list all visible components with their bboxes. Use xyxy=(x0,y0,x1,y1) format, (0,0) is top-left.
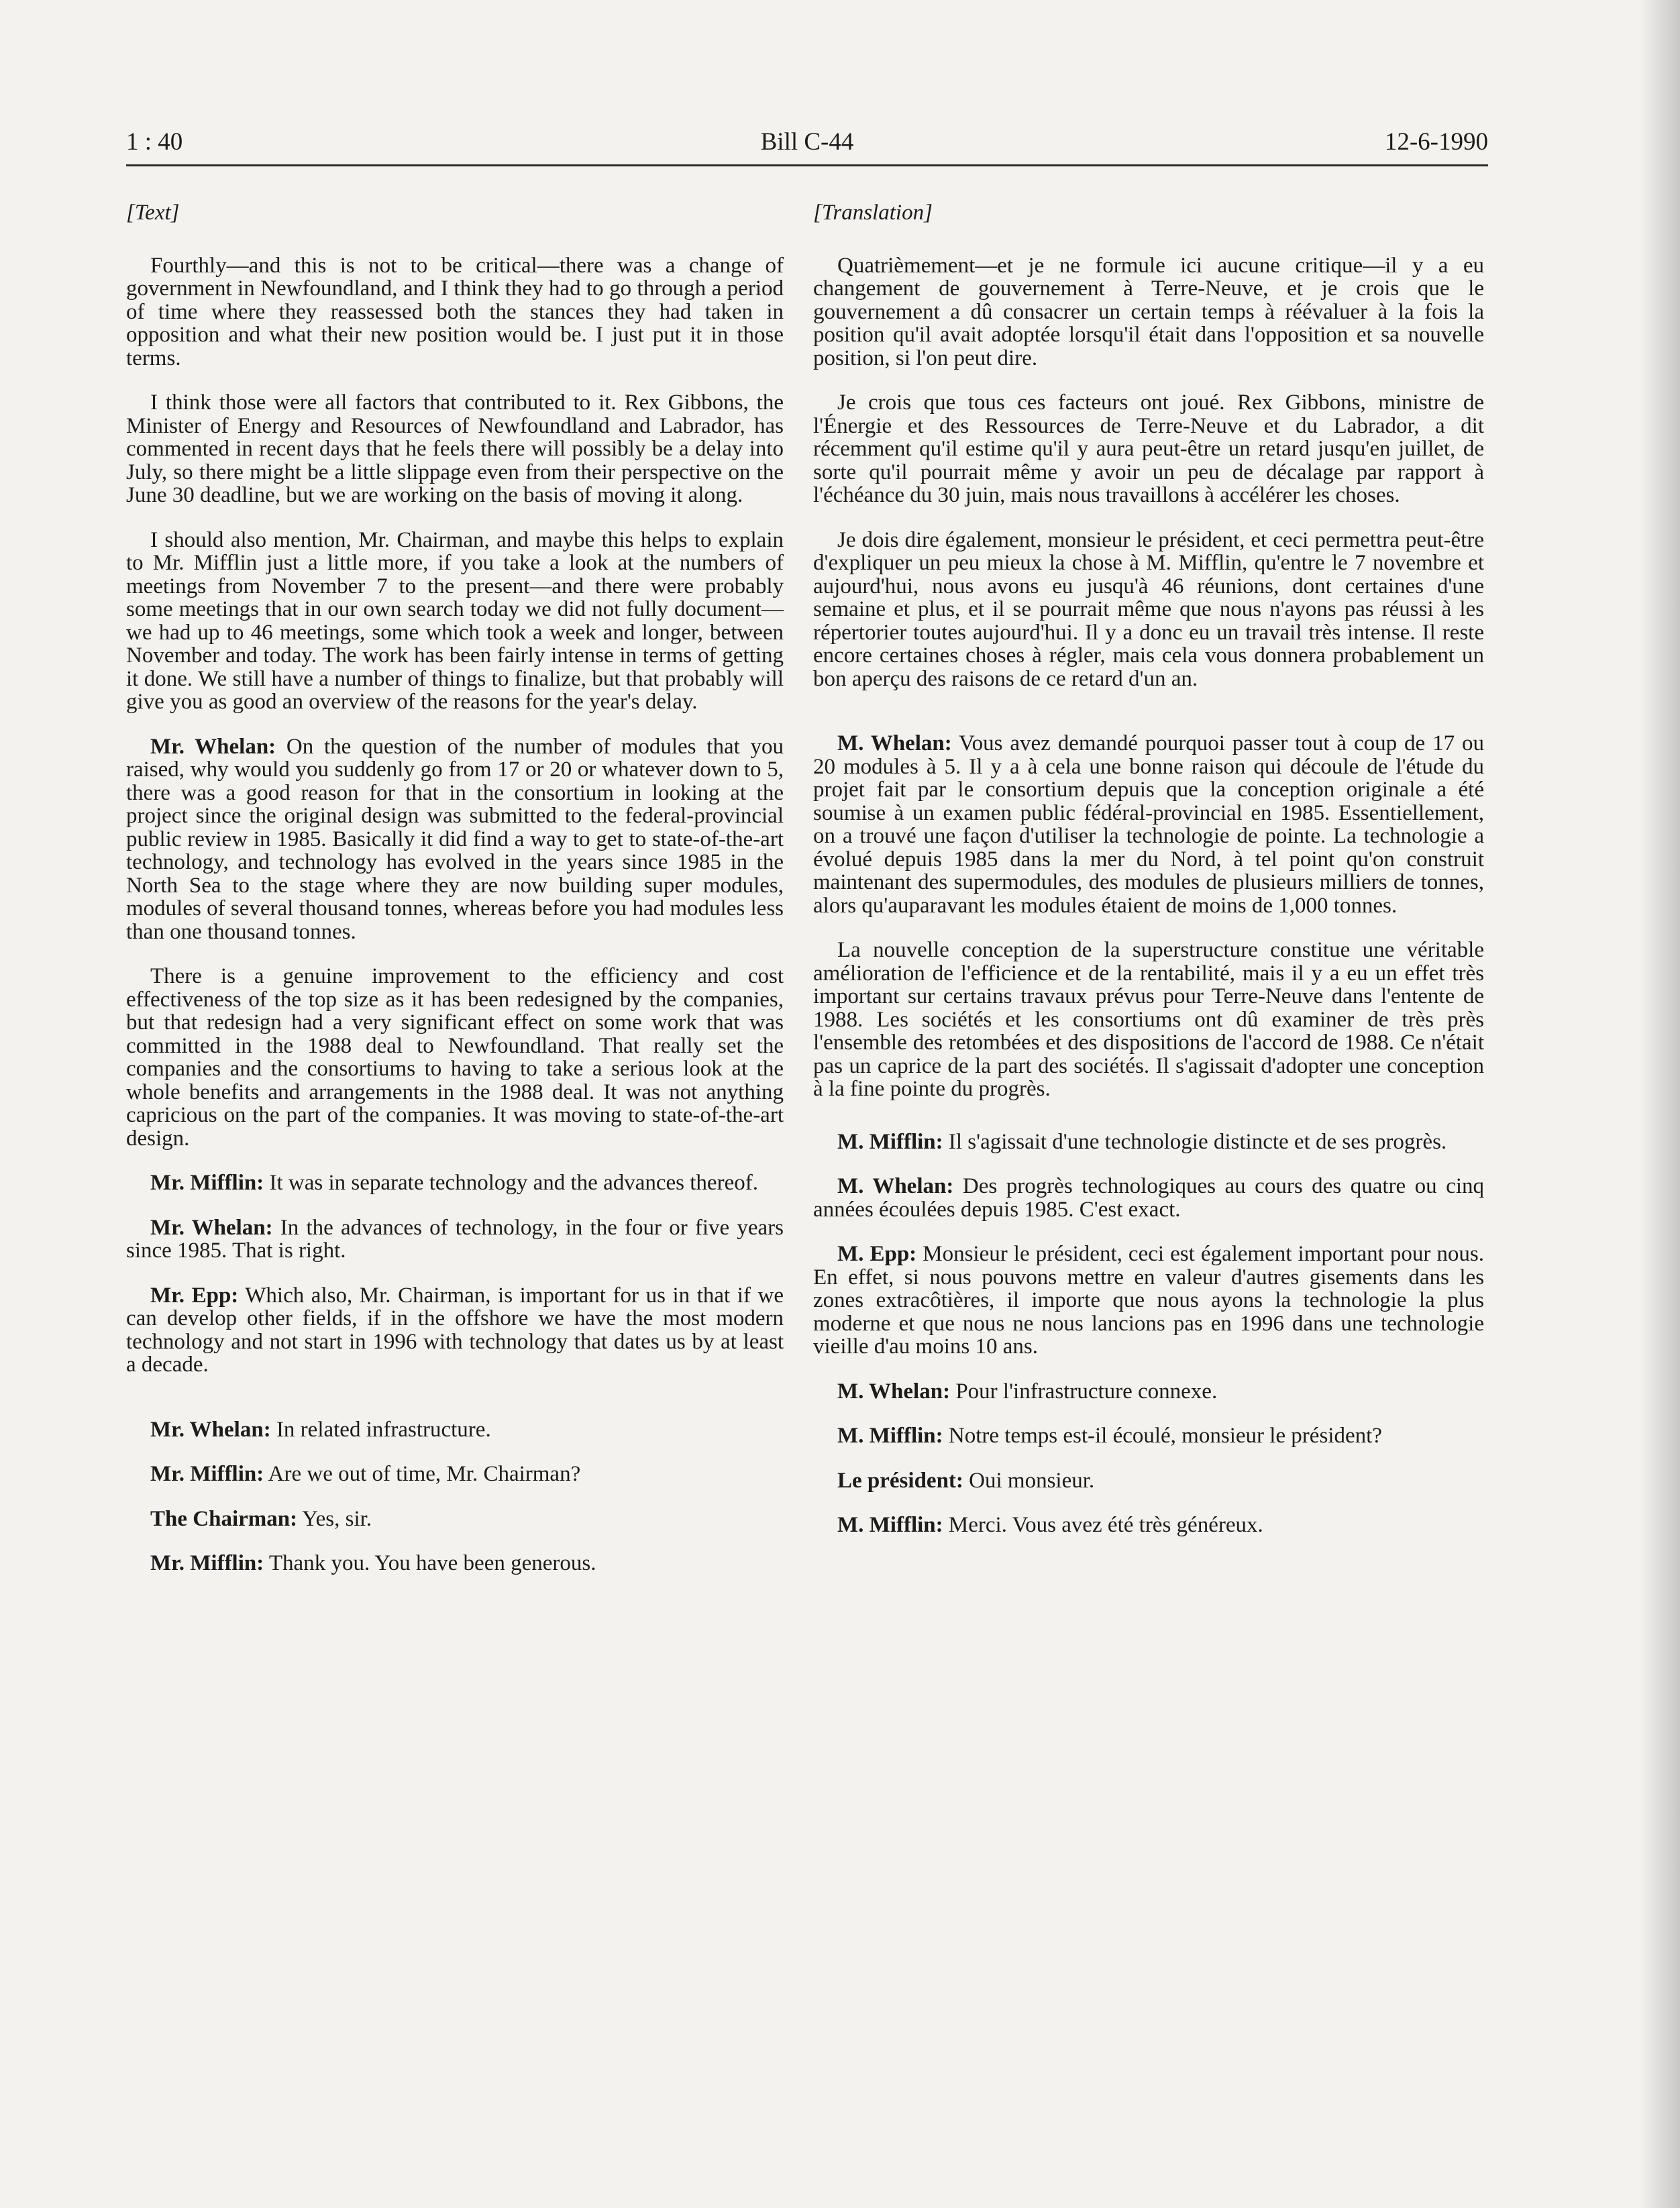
paragraph-text: In the advances of technology, in the four or five years since 1985. That is right. xyxy=(126,1215,784,1263)
paragraph-text: Notre temps est-il écoulé, monsieur le président? xyxy=(943,1424,1382,1448)
paragraph xyxy=(126,1171,784,1195)
paragraph xyxy=(126,1284,784,1377)
paragraph-text: La nouvelle conception de la superstructure constitue une véritable amélioration de l'efficience et de la rentabilité, mais il y a eu un effet très important sur certains travaux prévus pour Terre-Neuve dans l'entente de 1988. Les sociétés et les consortiums ont dû examiner de très près l'ensemble des retombées et des dispositions de l'accord de 1988. Ce n'était pas un caprice de la part des sociétés. Il s'agissait d'adopter une conception à la fine pointe du progrès. xyxy=(813,938,1484,1101)
paragraph-text: Fourthly—and this is not to be critical—there was a change of government in Newfoundland, and I think they had to go through a period of time where they reassessed both the stances they had taken in opposition and what their new position would be. I just put it in those terms. xyxy=(126,253,784,370)
paragraph-text: I think those were all factors that contributed to it. Rex Gibbons, the Minister of Energy and Resources of Newfoundland and Labrador, has commented in recent days that he feels there will possibly be a delay into July, so there might be a little slippage even from their perspective on the June 30 deadline, but we are working on the basis of moving it along. xyxy=(126,390,784,507)
speaker-name: M. Whelan: xyxy=(837,731,952,755)
paragraph xyxy=(126,254,784,370)
paragraph-text: Thank you. You have been generous. xyxy=(264,1551,596,1575)
speaker-name: Mr. Mifflin: xyxy=(150,1551,264,1575)
speaker-name: Le président: xyxy=(837,1468,963,1493)
paragraph xyxy=(813,732,1484,917)
paragraph-text: Quatrièmement—et je ne formule ici aucune critique—il y a eu changement de gouvernement à Terre-Neuve, et je crois que le gouvernement a dû consacrer un certain temps à réévaluer à la fois la position qu'il avait adoptée lorsqu'il était dans l'opposition et sa nouvelle position, si l'on peut dire. xyxy=(813,253,1484,370)
header-date: 12-6-1990 xyxy=(1384,128,1488,156)
paragraph-text: On the question of the number of modules that you raised, why would you suddenly go from 17 or 20 or whatever down to 5, there was a good reason for that in the consortium in looking at the project since the original design was submitted to the federal-provincial public review in 1985. Basically it did find a way to get to state-of-the-art technology, and technology has evolved in the years since 1985 in the North Sea to the stage where they are now building super modules, modules of several thousand tonnes, whereas before you had modules less than one thousand tonnes. xyxy=(126,734,784,944)
paragraph xyxy=(126,391,784,507)
speaker-name: M. Whelan: xyxy=(837,1379,951,1404)
paragraph-text: Vous avez demandé pourquoi passer tout à coup de 17 ou 20 modules à 5. Il y a à cela une bonne raison qui découle de l'étude du projet fait par le consortium depuis que la conception originale a été soumise à un examen public fédéral-provincial en 1985. Essentiellement, on a trouvé une façon d'utiliser la technologie de pointe. La technologie a évolué depuis 1985 dans la mer du Nord, à tel point qu'on construit maintenant des supermodules, des modules de plusieurs milliers de tonnes, alors qu'auparavant les modules étaient de moins de 1,000 tonnes. xyxy=(813,731,1485,918)
paragraph xyxy=(813,1469,1484,1493)
speaker-name: Mr. Mifflin: xyxy=(150,1171,264,1195)
paragraph-text: There is a genuine improvement to the efficiency and cost effectiveness of the top size as it has been redesigned by the companies, but that redesign had a very significant effect on some work that was committed in the 1988 deal to Newfoundland. That really set the companies and the consortiums to having to take a serious look at the whole benefits and arrangements in the 1988 deal. It was not anything capricious on the part of the companies. It was moving to state-of-the-art design. xyxy=(126,964,784,1151)
paragraph xyxy=(813,1514,1484,1537)
paragraph-text: Je dois dire également, monsieur le président, et ceci permettra peut-être d'expliquer un peu mieux la chose à M. Mifflin, qu'entre le 7 novembre et aujourd'hui, nous avons eu jusqu'à 46 réunions, dont certaines d'une semaine et plus, et il se pourrait même que nous n'ayons pas réussi à les répertorier toutes aujourd'hui. Il y a donc eu un travail très intense. Il reste encore certaines choses à régler, mais cela vous donnera probablement un bon aperçu des raisons de ce retard d'un an. xyxy=(813,527,1484,691)
speaker-name: The Chairman: xyxy=(150,1506,298,1531)
paragraph xyxy=(813,529,1484,691)
paragraph-text: In related infrastructure. xyxy=(270,1417,491,1442)
paragraph xyxy=(126,1552,784,1575)
paragraph xyxy=(813,391,1484,507)
paragraph xyxy=(813,939,1484,1101)
paragraph-text: Il s'agissait d'une technologie distincte et de ses progrès. xyxy=(943,1129,1447,1154)
page-header xyxy=(126,127,1488,165)
paragraph xyxy=(126,1216,784,1263)
speaker-name: Mr. Mifflin: xyxy=(150,1462,264,1486)
paragraph xyxy=(126,1508,784,1531)
paragraph-text: Monsieur le président, ceci est également important pour nous. En effet, si nous pouvons mettre en valeur d'autres gisements dans les zones extracôtières, il importe que nous ayons la technologie la plus moderne et que nous ne nous lancions pas en 1996 dans une technologie vieille d'au moins 10 ans. xyxy=(813,1242,1484,1359)
paragraph xyxy=(813,1243,1484,1359)
header-rule xyxy=(126,164,1488,166)
paragraph xyxy=(126,965,784,1150)
paragraph xyxy=(126,735,784,944)
speaker-name: Mr. Epp: xyxy=(150,1283,239,1308)
bill-title: Bill C-44 xyxy=(760,128,854,156)
paragraph-text: It was in separate technology and the advances thereof. xyxy=(264,1171,758,1195)
paragraph xyxy=(126,1463,784,1486)
speaker-name: M. Whelan: xyxy=(837,1174,954,1198)
paragraph-text: Are we out of time, Mr. Chairman? xyxy=(264,1462,581,1486)
paragraph-text: Des progrès technologiques au cours des quatre ou cinq années écoulées depuis 1985. C'est exact. xyxy=(813,1174,1484,1222)
english-column xyxy=(126,201,784,1597)
translation-label: [Translation] xyxy=(813,201,933,225)
speaker-name: Mr. Whelan: xyxy=(150,1417,271,1442)
paragraph xyxy=(126,1418,784,1442)
paragraph xyxy=(813,1380,1484,1404)
page-number: 1 : 40 xyxy=(126,128,183,156)
paragraph-text: Oui monsieur. xyxy=(963,1468,1095,1493)
speaker-name: M. Mifflin: xyxy=(837,1424,943,1448)
speaker-name: M. Mifflin: xyxy=(837,1513,943,1537)
paragraph xyxy=(126,529,784,714)
text-label: [Text] xyxy=(126,201,180,225)
speaker-name: Mr. Whelan: xyxy=(150,734,276,759)
speaker-name: Mr. Whelan: xyxy=(150,1215,273,1240)
paragraph-text: I should also mention, Mr. Chairman, and maybe this helps to explain to Mr. Mifflin just a little more, if you take a look at the numbers of meetings from November 7 to the present—and there were probably some meetings that in our own search today we did not fully document—we had up to 46 meetings, some which took a week and longer, between November and today. The work has been fairly intense in terms of getting it done. We still have a number of things to finalize, but that probably will give you as good an overview of the reasons for the year's delay. xyxy=(126,527,784,714)
paragraph-text: Je crois que tous ces facteurs ont joué. Rex Gibbons, ministre de l'Énergie et des Ressources de Terre-Neuve et du Labrador, a dit récemment qu'il estime qu'il y aura peut-être un retard jusqu'en juillet, de sorte qu'il pourrait même y avoir un peu de décalage par rapport à l'échéance du 30 juin, mais nous travaillons à accélérer les choses. xyxy=(813,390,1484,507)
speaker-name: M. Mifflin: xyxy=(837,1129,943,1154)
paragraph-text: Yes, sir. xyxy=(297,1506,372,1531)
paragraph xyxy=(813,1175,1484,1221)
page-edge-shadow xyxy=(1640,0,1680,2208)
paragraph-text: Pour l'infrastructure connexe. xyxy=(950,1379,1218,1404)
paragraph-text: Merci. Vous avez été très généreux. xyxy=(943,1513,1263,1537)
paragraph xyxy=(813,1424,1484,1448)
paragraph xyxy=(813,1131,1484,1154)
french-column xyxy=(813,201,1484,1559)
speaker-name: M. Epp: xyxy=(837,1242,917,1266)
paragraph xyxy=(813,254,1484,370)
paragraph-text: Which also, Mr. Chairman, is important for us in that if we can develop other fields, if in the offshore we have the most modern technology and not start in 1996 with technology that dates us by at least a decade. xyxy=(126,1283,784,1377)
